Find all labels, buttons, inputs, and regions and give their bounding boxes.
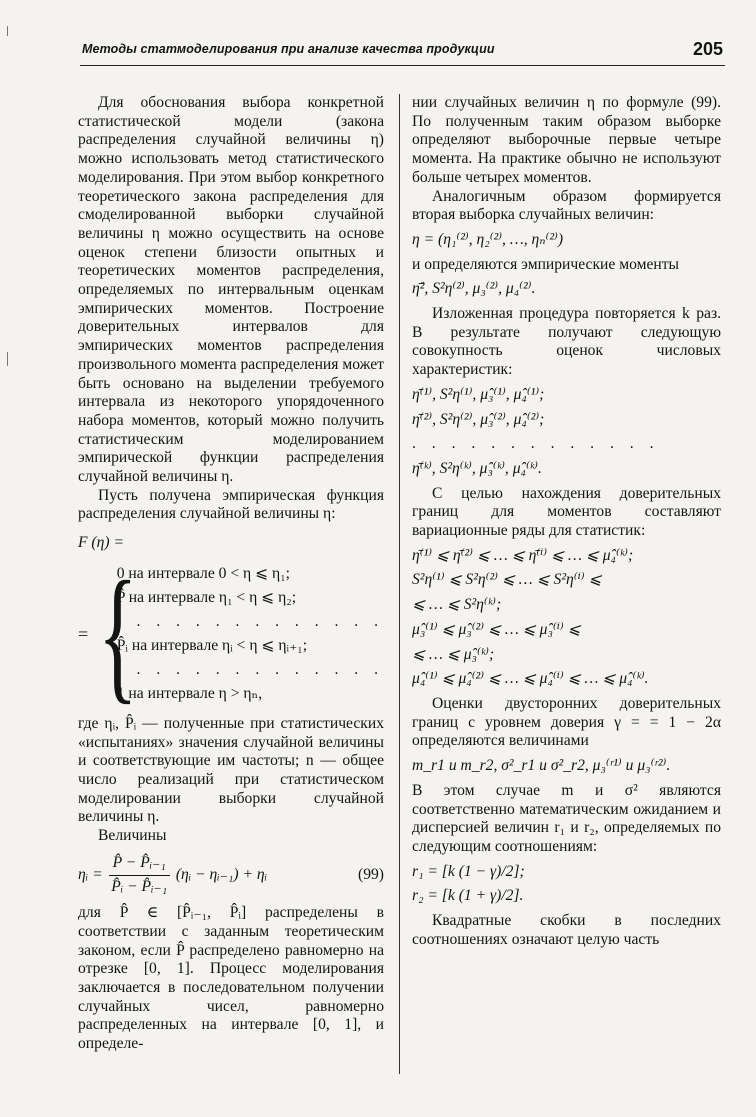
series-line: μ̂₄⁽¹⁾ ⩽ μ̂₄⁽²⁾ ⩽ … ⩽ μ̂₄⁽ⁱ⁾ ⩽ … ⩽ μ̂₄⁽ᵏ⁾. — [412, 670, 649, 688]
column-divider — [399, 94, 400, 1074]
system-cases — [117, 562, 384, 706]
series-line: S²η⁽¹⁾ ⩽ S²η⁽²⁾ ⩽ … ⩽ S²η⁽ⁱ⁾ ⩽ — [412, 571, 602, 589]
series-line: μ̂₃⁽¹⁾ ⩽ μ̂₃⁽²⁾ ⩽ … ⩽ μ̂₃⁽ⁱ⁾ ⩽ — [412, 620, 581, 638]
stat-line: η̄⁽¹⁾, S²η⁽¹⁾, μ̂₃⁽¹⁾, μ̂₄⁽¹⁾; — [412, 385, 545, 403]
formula-f-def: F (η) = — [78, 534, 124, 552]
paragraph: В этом случае m и σ² являются соответственно математическим ожиданием и дисперсией величин r₁ и r₂, определяемых по следующим соотношениям: — [412, 781, 721, 855]
paragraph: Величины — [98, 827, 167, 845]
paragraph: Для обоснования выбора конкретной статистической модели (закона распределения случайной величины η) можно использовать метод статистического моделирования. При этом выбор конкретного теоретического закона распределения для смоделированной выборки случайной величины η можно осуществить на основе оценок степени близости опытных и теоретических моментов распределения, определяемых по интервальным оценкам эмпирических моментов. Построение доверительных интервалов для эмпирических моментов распределения произвольного момента распределения может быть основано на выделении требуемого интервала из некоторого упорядоченного набора моментов, который можно получить статистическим моделированием эмпирической функции распределения случайной величины η. — [78, 94, 384, 486]
stat-line: η̄⁽ᵏ⁾, S²η⁽ᵏ⁾, μ̂₃⁽ᵏ⁾, μ̂₄⁽ᵏ⁾. — [412, 459, 542, 477]
paragraph: Оценки двусторонних доверительных границ с уровнем доверия γ = = 1 − 2α определяются величинами — [412, 694, 721, 750]
formula-r1: r₁ = [k (1 − γ)/2]; — [412, 862, 525, 880]
formula-rhs: (ηᵢ − ηᵢ₋₁) + ηᵢ — [175, 865, 268, 883]
paragraph: Квадратные скобки в последних соотношениях означают целую часть — [412, 912, 721, 948]
left-column — [78, 94, 384, 1054]
running-header — [80, 38, 725, 70]
paragraph: нии случайных величин η по формуле (99). По полученным таким образом выборке определяют выборочные первые четыре момента. На практике обычно не используют больше четырех моментов. — [412, 94, 721, 186]
case-line: 1 на интервале η > ηₙ, — [116, 684, 263, 702]
margin-mark-top — [7, 26, 8, 36]
stat-dots: . . . . . . . . . . . . . — [412, 435, 660, 453]
formula-moments2: η̄², S²η⁽²⁾, μ₃⁽²⁾, μ₄⁽²⁾. — [412, 280, 536, 298]
paragraph: Аналогичным образом формируется вторая выборка случайных величин: — [412, 187, 721, 224]
formula-r2: r₂ = [k (1 + γ)/2]. — [412, 887, 524, 905]
paragraph: Пусть получена эмпирическая функция распределения случайной величины η: — [78, 486, 384, 523]
left-brace: { — [97, 550, 138, 717]
page-number: 205 — [692, 39, 723, 59]
formula-99 — [78, 854, 384, 896]
right-column — [412, 94, 721, 949]
series-line: η̄⁽¹⁾ ⩽ η̄⁽²⁾ ⩽ … ⩽ η̄⁽ⁱ⁾ ⩽ … ⩽ μ̂₄⁽ᵏ⁾; — [412, 546, 634, 564]
stat-line: η̄⁽²⁾, S²η⁽²⁾, μ̂₃⁽²⁾, μ̂₄⁽²⁾; — [412, 410, 545, 428]
paragraph: и определяются эмпирические моменты — [412, 255, 680, 273]
paragraph: С целью нахождения доверительных границ для моментов составляют вариационные ряды для статистик: — [412, 484, 721, 540]
series-line: ⩽ … ⩽ μ̂₃⁽ᵏ⁾; — [412, 645, 495, 663]
margin-mark-bottom — [7, 352, 8, 366]
fraction-numerator: P̂ − P̂ᵢ₋₁ — [109, 854, 170, 876]
fraction-denominator: P̂ᵢ − P̂ᵢ₋₁ — [111, 877, 168, 895]
case-dots: . . . . . . . . . . . . . . — [116, 660, 384, 678]
case-line: P̂ᵢ на интервале ηᵢ < η ⩽ ηᵢ₊₁; — [116, 636, 308, 654]
running-title: Методы статмоделирования при анализе качества продукции — [82, 42, 495, 56]
header-rule — [80, 65, 725, 66]
case-dots: . . . . . . . . . . . . . . — [116, 612, 384, 630]
case-line: P̂ на интервале η₁ < η ⩽ η₂; — [116, 588, 297, 606]
formula-lhs: ηᵢ = — [78, 865, 103, 883]
case-line: 0 на интервале 0 < η ⩽ η₁; — [116, 564, 290, 582]
piecewise-system — [78, 550, 384, 717]
fraction — [109, 854, 170, 896]
formula-bounds: m_r1 и m_r2, σ²_r1 и σ²_r2, μ₃⁽ʳ¹⁾ и μ₃⁽ʳ²⁾. — [412, 757, 671, 775]
paragraph: где ηᵢ, P̂ᵢ — полученные при статистических «испытаниях» значения случайной величины и соответствующие им частоты; n — общее число реализаций при статистическом моделировании выборки случайной величины η. — [78, 714, 384, 826]
equals-sign: = — [78, 623, 89, 644]
formula-sample2: η = (η₁⁽²⁾, η₂⁽²⁾, …, ηₙ⁽²⁾) — [412, 230, 564, 248]
equation-number: (99) — [358, 865, 384, 883]
paragraph: для P̂ ∈ [P̂ᵢ₋₁, P̂ᵢ] распределены в соответствии с заданным теоретическим законом, если P̂ распределено равномерно на отрезке [0, 1]. Процесс моделирования заключается в последовательном получении случайных чисел, равномерно распределенных на интервале [0, 1], и определе- — [78, 904, 384, 1053]
paragraph: Изложенная процедура повторяется k раз. В результате получают следующую совокупность оценок числовых характеристик: — [412, 305, 721, 379]
series-line: ⩽ … ⩽ S²η⁽ᵏ⁾; — [412, 596, 502, 614]
